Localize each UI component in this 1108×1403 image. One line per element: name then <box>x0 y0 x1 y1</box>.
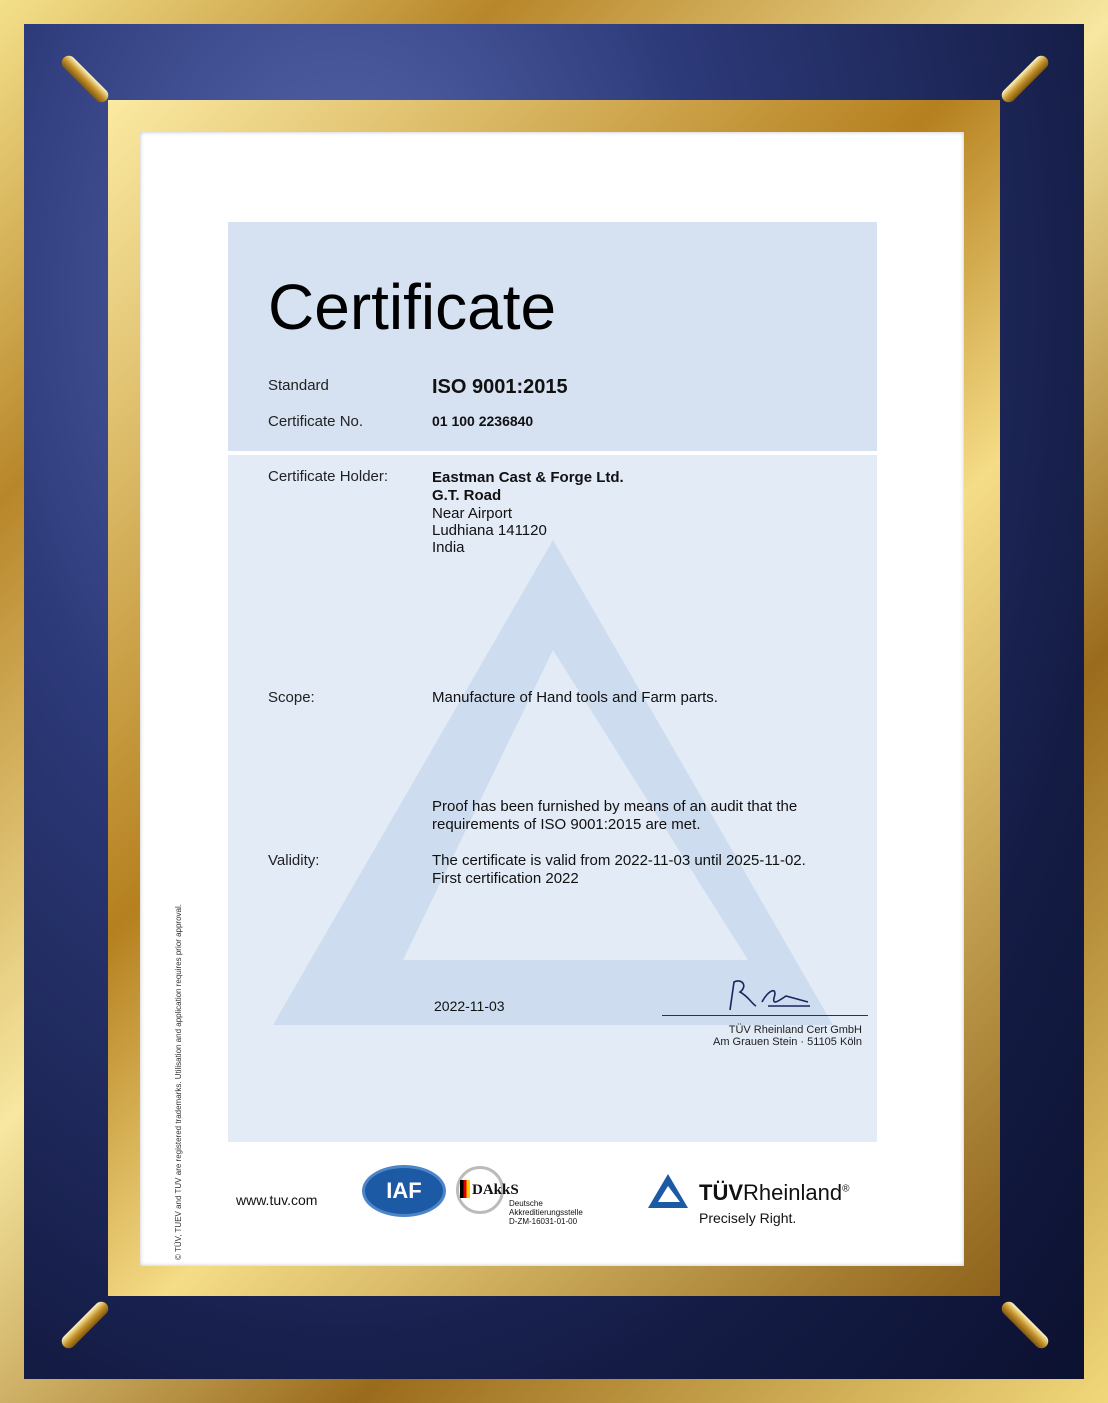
standard-value: ISO 9001:2015 <box>432 376 568 398</box>
dakks-line: D-ZM-16031-01-00 <box>509 1217 578 1226</box>
holder-address-line: G.T. Road <box>432 487 502 504</box>
website-link[interactable]: www.tuv.com <box>236 1192 318 1208</box>
first-certification: First certification 2022 <box>432 870 579 887</box>
tuv-brand-rest: Rheinland <box>743 1180 843 1205</box>
signature <box>722 976 814 1014</box>
certificate-number-value: 01 100 2236840 <box>432 413 534 429</box>
scope-value: Manufacture of Hand tools and Farm parts. <box>432 689 718 706</box>
issue-date: 2022-11-03 <box>434 998 505 1014</box>
holder-address-line: India <box>432 539 465 556</box>
registered-mark: ® <box>842 1183 850 1195</box>
tuv-triangle-icon <box>646 1172 690 1210</box>
tuv-brand-bold: TÜV <box>699 1180 743 1205</box>
tuv-brand <box>699 1180 849 1206</box>
proof-statement: requirements of ISO 9001:2015 are met. <box>432 816 701 833</box>
validity-statement: The certificate is valid from 2022-11-03 until 2025-11-02. <box>432 852 806 869</box>
dakks-line: Deutsche <box>509 1199 543 1208</box>
iaf-logo: IAF <box>362 1165 446 1217</box>
issuer-name: TÜV Rheinland Cert GmbH <box>728 1024 862 1036</box>
signature-line <box>662 1015 868 1016</box>
trademark-note: © TÜV, TUEV and TUV are registered trademarks. Utilisation and application requires prior approval. <box>174 904 183 1260</box>
dakks-name: DAkkS <box>472 1182 519 1198</box>
dakks-line: Akkreditierungsstelle <box>509 1208 583 1217</box>
tuv-tagline: Precisely Right. <box>699 1210 797 1226</box>
holder-name: Eastman Cast & Forge Ltd. <box>432 469 624 486</box>
issuer-address: Am Grauen Stein · 51105 Köln <box>713 1036 862 1048</box>
german-flag-icon <box>460 1180 470 1198</box>
certificate-number-label: Certificate No. <box>268 413 364 430</box>
holder-label: Certificate Holder: <box>268 468 389 485</box>
holder-address-line: Near Airport <box>432 505 513 522</box>
scope-label: Scope: <box>268 689 315 706</box>
page-title: Certificate <box>268 271 557 343</box>
standard-label: Standard <box>268 377 329 394</box>
validity-label: Validity: <box>268 852 320 869</box>
holder-address-line: Ludhiana 141120 <box>432 522 547 539</box>
proof-statement: Proof has been furnished by means of an audit that the <box>432 798 798 815</box>
